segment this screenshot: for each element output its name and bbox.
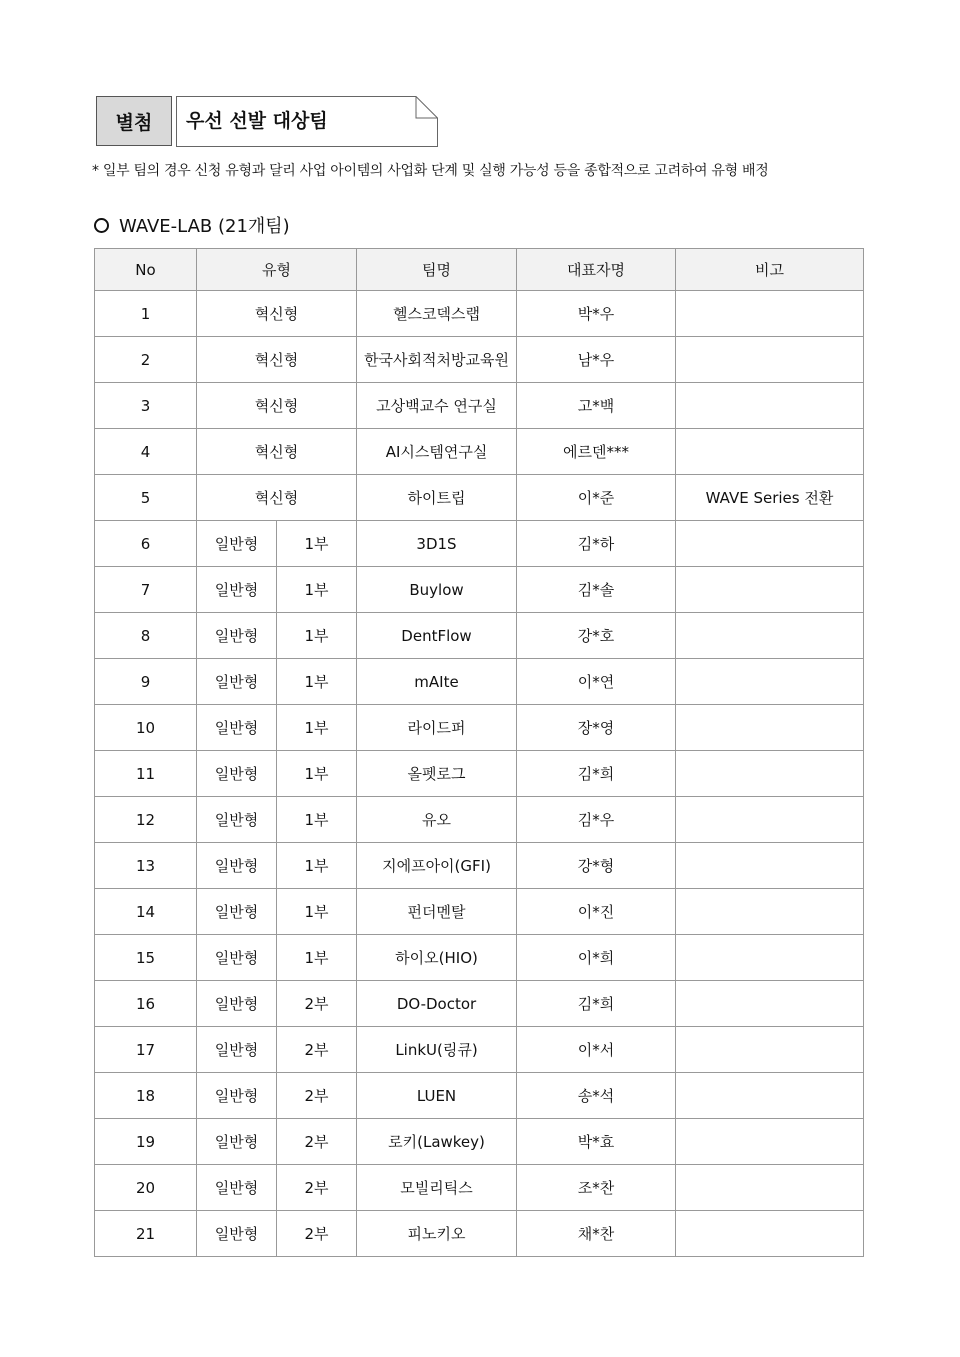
cell-type: 일반형 <box>197 797 277 843</box>
cell-representative: 김*우 <box>517 797 676 843</box>
cell-remarks <box>676 521 864 567</box>
cell-no: 18 <box>95 1073 197 1119</box>
cell-remarks <box>676 659 864 705</box>
cell-remarks <box>676 1073 864 1119</box>
cell-no: 11 <box>95 751 197 797</box>
team-table <box>94 248 864 1257</box>
table-row <box>95 337 864 383</box>
cell-representative: 고*백 <box>517 383 676 429</box>
section-title: WAVE-LAB (21개팀) <box>119 216 290 237</box>
cell-division: 2부 <box>277 1211 357 1257</box>
cell-remarks <box>676 383 864 429</box>
cell-no: 4 <box>95 429 197 475</box>
cell-no: 12 <box>95 797 197 843</box>
cell-type: 혁신형 <box>197 383 357 429</box>
table-row <box>95 1073 864 1119</box>
cell-remarks <box>676 751 864 797</box>
cell-no: 3 <box>95 383 197 429</box>
cell-division: 1부 <box>277 797 357 843</box>
cell-remarks <box>676 935 864 981</box>
cell-division: 2부 <box>277 1073 357 1119</box>
cell-representative: 장*영 <box>517 705 676 751</box>
cell-type: 일반형 <box>197 843 277 889</box>
cell-team-name: mAIte <box>357 659 517 705</box>
cell-team-name: 3D1S <box>357 521 517 567</box>
cell-type: 일반형 <box>197 1165 277 1211</box>
cell-type: 일반형 <box>197 705 277 751</box>
cell-no: 10 <box>95 705 197 751</box>
cell-type: 일반형 <box>197 613 277 659</box>
cell-division: 1부 <box>277 935 357 981</box>
cell-no: 19 <box>95 1119 197 1165</box>
table-row <box>95 291 864 337</box>
cell-representative: 남*우 <box>517 337 676 383</box>
table-row <box>95 659 864 705</box>
cell-type: 일반형 <box>197 751 277 797</box>
cell-representative: 이*진 <box>517 889 676 935</box>
cell-division: 2부 <box>277 981 357 1027</box>
cell-division: 1부 <box>277 613 357 659</box>
cell-no: 1 <box>95 291 197 337</box>
cell-no: 8 <box>95 613 197 659</box>
cell-type: 혁신형 <box>197 337 357 383</box>
cell-no: 9 <box>95 659 197 705</box>
cell-type: 일반형 <box>197 1073 277 1119</box>
cell-team-name: 고상백교수 연구실 <box>357 383 517 429</box>
table-row <box>95 935 864 981</box>
cell-representative: 조*찬 <box>517 1165 676 1211</box>
cell-team-name: DentFlow <box>357 613 517 659</box>
table-row <box>95 1165 864 1211</box>
cell-division: 1부 <box>277 751 357 797</box>
cell-division: 1부 <box>277 705 357 751</box>
cell-remarks <box>676 613 864 659</box>
table-row <box>95 889 864 935</box>
cell-team-name: 지에프아이(GFI) <box>357 843 517 889</box>
cell-no: 17 <box>95 1027 197 1073</box>
table-row <box>95 1119 864 1165</box>
cell-no: 20 <box>95 1165 197 1211</box>
cell-remarks <box>676 1119 864 1165</box>
cell-type: 일반형 <box>197 659 277 705</box>
cell-division: 1부 <box>277 889 357 935</box>
cell-division: 2부 <box>277 1027 357 1073</box>
table-row <box>95 981 864 1027</box>
hollow-circle-icon <box>94 218 109 233</box>
cell-team-name: 헬스코덱스랩 <box>357 291 517 337</box>
cell-remarks <box>676 567 864 613</box>
cell-remarks <box>676 843 864 889</box>
cell-division: 1부 <box>277 521 357 567</box>
cell-remarks <box>676 797 864 843</box>
table-row <box>95 705 864 751</box>
cell-team-name: AI시스템연구실 <box>357 429 517 475</box>
cell-representative: 이*연 <box>517 659 676 705</box>
cell-team-name: 라이드퍼 <box>357 705 517 751</box>
cell-division: 1부 <box>277 659 357 705</box>
table-row <box>95 567 864 613</box>
cell-type: 일반형 <box>197 521 277 567</box>
table-row <box>95 843 864 889</box>
cell-remarks <box>676 1211 864 1257</box>
table-row <box>95 1211 864 1257</box>
cell-team-name: 하이오(HIO) <box>357 935 517 981</box>
cell-no: 21 <box>95 1211 197 1257</box>
cell-representative: 이*준 <box>517 475 676 521</box>
cell-team-name: LUEN <box>357 1073 517 1119</box>
cell-remarks <box>676 705 864 751</box>
cell-team-name: Buylow <box>357 567 517 613</box>
cell-division: 1부 <box>277 843 357 889</box>
cell-representative: 이*서 <box>517 1027 676 1073</box>
cell-representative: 김*희 <box>517 751 676 797</box>
cell-remarks <box>676 1027 864 1073</box>
cell-type: 일반형 <box>197 935 277 981</box>
cell-team-name: 유오 <box>357 797 517 843</box>
table-row <box>95 751 864 797</box>
table-row <box>95 475 864 521</box>
cell-type: 일반형 <box>197 567 277 613</box>
cell-remarks <box>676 981 864 1027</box>
header-team: 팀명 <box>357 249 517 291</box>
table-row <box>95 521 864 567</box>
cell-no: 2 <box>95 337 197 383</box>
cell-no: 16 <box>95 981 197 1027</box>
cell-remarks: WAVE Series 전환 <box>676 475 864 521</box>
cell-type: 일반형 <box>197 981 277 1027</box>
cell-representative: 에르덴*** <box>517 429 676 475</box>
cell-team-name: 모빌리틱스 <box>357 1165 517 1211</box>
cell-team-name: LinkU(링큐) <box>357 1027 517 1073</box>
cell-no: 14 <box>95 889 197 935</box>
cell-division: 2부 <box>277 1119 357 1165</box>
attachment-tag: 별첨 <box>96 96 172 146</box>
cell-remarks <box>676 337 864 383</box>
cell-type: 혁신형 <box>197 291 357 337</box>
cell-type: 혁신형 <box>197 475 357 521</box>
cell-remarks <box>676 889 864 935</box>
table-row <box>95 429 864 475</box>
table-row <box>95 797 864 843</box>
cell-representative: 김*희 <box>517 981 676 1027</box>
cell-type: 혁신형 <box>197 429 357 475</box>
cell-no: 5 <box>95 475 197 521</box>
cell-team-name: 올펫로그 <box>357 751 517 797</box>
cell-division: 2부 <box>277 1165 357 1211</box>
cell-team-name: 하이트립 <box>357 475 517 521</box>
cell-no: 13 <box>95 843 197 889</box>
cell-team-name: 한국사회적처방교육원 <box>357 337 517 383</box>
cell-team-name: 펀더멘탈 <box>357 889 517 935</box>
cell-remarks <box>676 1165 864 1211</box>
cell-type: 일반형 <box>197 1119 277 1165</box>
cell-team-name: 로키(Lawkey) <box>357 1119 517 1165</box>
cell-representative: 박*우 <box>517 291 676 337</box>
cell-team-name: 피노키오 <box>357 1211 517 1257</box>
cell-remarks <box>676 291 864 337</box>
cell-representative: 박*효 <box>517 1119 676 1165</box>
cell-representative: 송*석 <box>517 1073 676 1119</box>
section-heading <box>94 212 290 238</box>
cell-team-name: DO-Doctor <box>357 981 517 1027</box>
table-row <box>95 383 864 429</box>
cell-representative: 강*형 <box>517 843 676 889</box>
page-title: 우선 선발 대상팀 <box>186 110 328 132</box>
table-header-row <box>95 249 864 291</box>
table-row <box>95 1027 864 1073</box>
cell-no: 6 <box>95 521 197 567</box>
header-type: 유형 <box>197 249 357 291</box>
cell-no: 7 <box>95 567 197 613</box>
title-box <box>176 96 438 146</box>
cell-type: 일반형 <box>197 1027 277 1073</box>
cell-no: 15 <box>95 935 197 981</box>
footnote-text: * 일부 팀의 경우 신청 유형과 달리 사업 아이템의 사업화 단계 및 실행 가능성 등을 종합적으로 고려하여 유형 배정 <box>92 163 769 179</box>
cell-representative: 김*하 <box>517 521 676 567</box>
cell-type: 일반형 <box>197 889 277 935</box>
cell-representative: 이*희 <box>517 935 676 981</box>
header-remarks: 비고 <box>676 249 864 291</box>
header-no: No <box>95 249 197 291</box>
header-representative: 대표자명 <box>517 249 676 291</box>
cell-remarks <box>676 429 864 475</box>
table-row <box>95 613 864 659</box>
table-body <box>95 291 864 1257</box>
cell-representative: 강*호 <box>517 613 676 659</box>
cell-type: 일반형 <box>197 1211 277 1257</box>
cell-representative: 채*찬 <box>517 1211 676 1257</box>
cell-representative: 김*솔 <box>517 567 676 613</box>
cell-division: 1부 <box>277 567 357 613</box>
